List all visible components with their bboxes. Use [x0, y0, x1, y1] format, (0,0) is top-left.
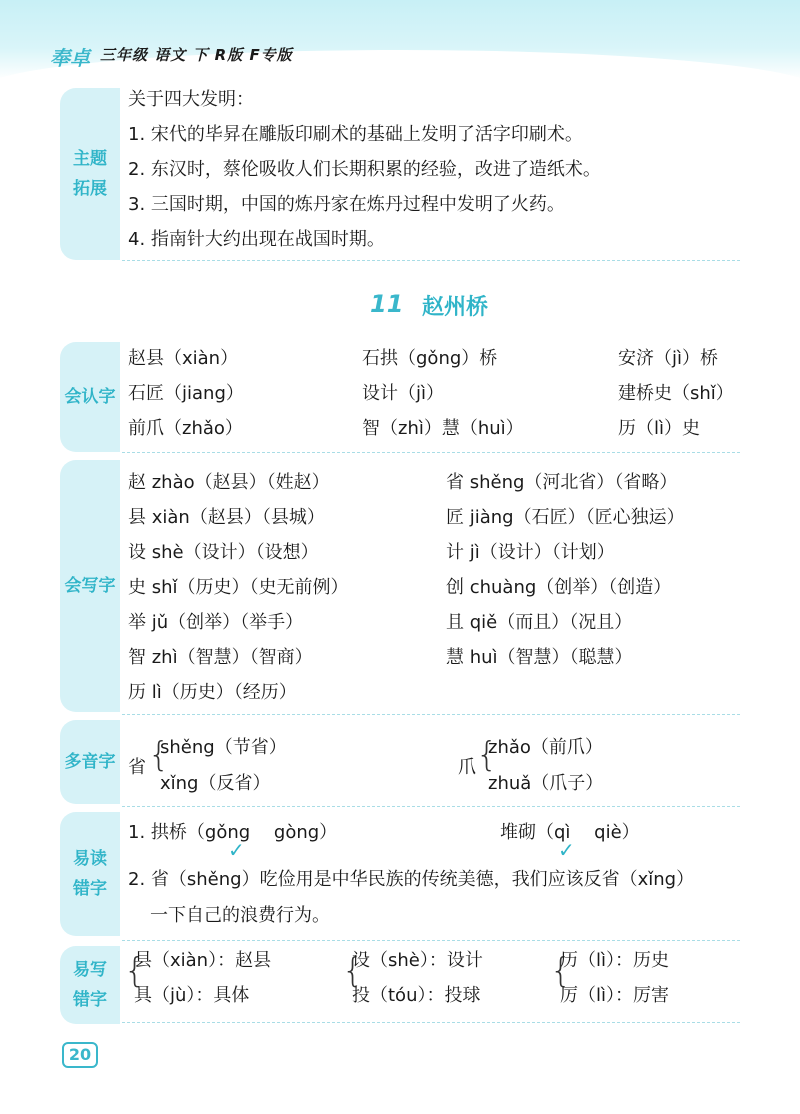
- miswrite-sidebar: [60, 946, 120, 1024]
- write-item: 且 qiě（而且）（况且）: [446, 612, 633, 633]
- divider: [122, 260, 740, 261]
- write-item: 史 shǐ（历史）（史无前例）: [128, 577, 349, 598]
- page-header: [0, 0, 800, 80]
- topic-label-2: 拓展: [73, 179, 107, 199]
- write-item: 设 shè（设计）（设想）: [128, 542, 319, 563]
- brace-icon: {: [342, 951, 364, 991]
- topic-label-1: 主题: [73, 149, 107, 169]
- miswrite-item: 投（tóu）：投球: [352, 985, 481, 1006]
- write-item: 匠 jiàng（石匠）（匠心独运）: [446, 507, 685, 528]
- misread-item-1b: 堆砌（qì qiè）: [500, 822, 640, 843]
- divider: [122, 452, 740, 453]
- write-col-right: [446, 465, 685, 675]
- polyphone-label: 多音字: [64, 752, 116, 772]
- divider: [122, 714, 740, 715]
- recognize-col-1: [128, 341, 244, 446]
- recognize-item: 赵县（xiàn）: [128, 348, 239, 369]
- recognize-item: 智（zhì）慧（huì）: [362, 418, 524, 439]
- divider: [122, 1022, 740, 1023]
- lesson-title: 赵州桥: [422, 295, 489, 320]
- recognize-item: 前爪（zhǎo）: [128, 418, 243, 439]
- topic-line: 2. 东汉时，蔡伦吸收人们长期积累的经验，改进了造纸术。: [128, 159, 601, 180]
- topic-line: 关于四大发明：: [128, 89, 254, 110]
- misread-sidebar: [60, 812, 120, 936]
- polyphone-char-1: 省: [128, 757, 146, 778]
- miswrite-item: 厉（lì）：厉害: [560, 985, 670, 1006]
- write-item: 历 lì（历史）（经历）: [128, 682, 297, 703]
- misread-item-2: 2. 省（shěng）吃俭用是中华民族的传统美德，我们应该反省（xǐng）: [128, 869, 695, 890]
- brand-logo: 奉卓: [50, 46, 90, 70]
- miswrite-label-2: 错字: [73, 990, 107, 1010]
- polyphone-reading: zhuǎ（爪子）: [488, 773, 604, 794]
- misread-label-2: 错字: [73, 879, 107, 899]
- write-item: 举 jǔ（创举）（举手）: [128, 612, 304, 633]
- miswrite-item: 设（shè）：设计: [352, 950, 483, 971]
- polyphone-sidebar: [60, 720, 120, 804]
- divider: [122, 806, 740, 807]
- misread-item-1a: 1. 拱桥（gǒng gòng）: [128, 822, 338, 843]
- polyphone-reading: shěng（节省）: [160, 737, 287, 758]
- divider: [122, 940, 740, 941]
- miswrite-item: 县（xiàn）：赵县: [134, 950, 272, 971]
- write-col-left: [128, 465, 349, 710]
- recognize-col-2: [362, 341, 524, 446]
- recognize-item: 安济（jì）桥: [618, 348, 719, 369]
- brace-icon: {: [148, 735, 170, 775]
- page-number: 20: [62, 1042, 98, 1068]
- miswrite-label-1: 易写: [73, 960, 107, 980]
- topic-line: 1. 宋代的毕昇在雕版印刷术的基础上发明了活字印刷术。: [128, 124, 583, 145]
- recognize-item: 历（lì）史: [618, 418, 701, 439]
- recognize-sidebar: [60, 342, 120, 452]
- brace-icon: {: [476, 735, 498, 775]
- brace-icon: {: [124, 951, 146, 991]
- recognize-item: 石匠（jiang）: [128, 383, 244, 404]
- miswrite-item: 具（jù）：具体: [134, 985, 250, 1006]
- grade-label: 三年级 语文 下 R版 F专版: [100, 46, 293, 64]
- topic-sidebar: [60, 88, 120, 260]
- write-item: 县 xiàn（赵县）（县城）: [128, 507, 325, 528]
- check-icon: ✓: [228, 838, 245, 862]
- write-item: 创 chuàng（创举）（创造）: [446, 577, 672, 598]
- lesson-number: 11: [370, 290, 404, 318]
- write-sidebar: [60, 460, 120, 712]
- topic-line: 4. 指南针大约出现在战国时期。: [128, 229, 385, 250]
- topic-line: 3. 三国时期，中国的炼丹家在炼丹过程中发明了火药。: [128, 194, 565, 215]
- check-icon: ✓: [558, 838, 575, 862]
- misread-item-2-cont: 一下自己的浪费行为。: [150, 905, 330, 926]
- recognize-item: 石拱（gǒng）桥: [362, 348, 498, 369]
- write-item: 省 shěng（河北省）（省略）: [446, 472, 678, 493]
- write-item: 智 zhì（智慧）（智商）: [128, 647, 313, 668]
- polyphone-reading: xǐng（反省）: [160, 773, 271, 794]
- polyphone-reading: zhǎo（前爪）: [488, 737, 603, 758]
- recognize-item: 建桥史（shǐ）: [618, 383, 734, 404]
- recognize-col-3: [618, 341, 734, 446]
- recognize-item: 设计（jì）: [362, 383, 445, 404]
- brace-icon: {: [550, 951, 572, 991]
- misread-label-1: 易读: [73, 849, 107, 869]
- polyphone-char-2: 爪: [458, 757, 476, 778]
- write-item: 计 jì（设计）（计划）: [446, 542, 615, 563]
- write-label: 会写字: [64, 576, 116, 596]
- miswrite-item: 历（lì）：历史: [560, 950, 670, 971]
- recognize-label: 会认字: [64, 387, 116, 407]
- write-item: 慧 huì（智慧）（聪慧）: [446, 647, 633, 668]
- topic-content: [128, 82, 601, 257]
- write-item: 赵 zhào（赵县）（姓赵）: [128, 472, 330, 493]
